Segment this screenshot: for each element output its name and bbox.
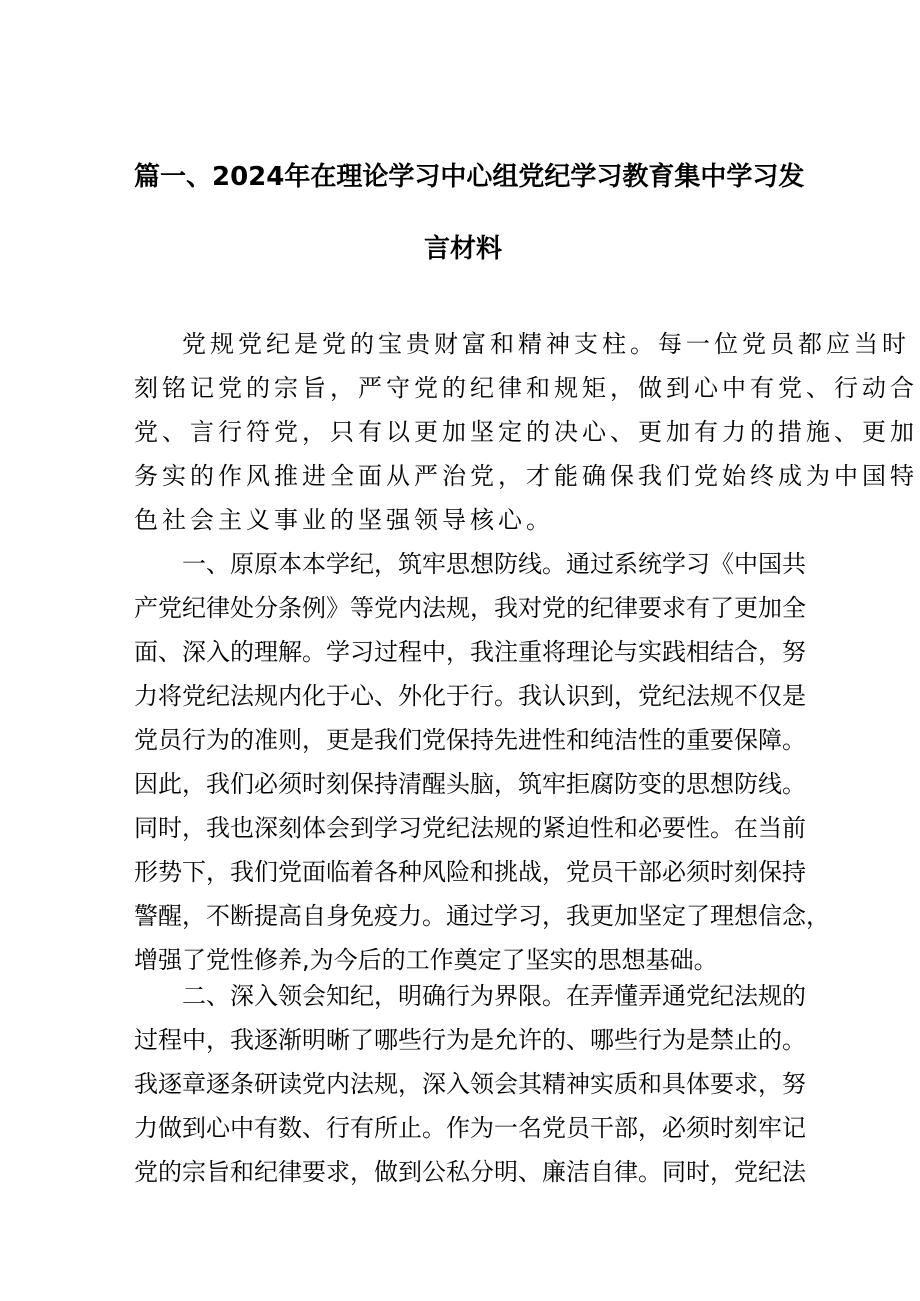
paragraph-line: 因此，我们必须时刻保持清醒头脑，筑牢拒腐防变的思想防线。 xyxy=(134,770,806,798)
paragraph-line: 党员行为的准则，更是我们党保持先进性和纯洁性的重要保障。 xyxy=(134,726,806,754)
paragraph-line: 力将党纪法规内化于心、外化于行。我认识到，党纪法规不仅是 xyxy=(134,682,806,710)
paragraph-line: 过程中，我逐渐明晰了哪些行为是允许的、哪些行为是禁止的。 xyxy=(134,1026,806,1054)
paragraph-line: 形势下，我们党面临着各种风险和挑战，党员干部必须时刻保持 xyxy=(134,858,806,886)
paragraph-line: 产党纪律处分条例》等党内法规，我对党的纪律要求有了更加全 xyxy=(134,594,806,622)
paragraph-line: 同时，我也深刻体会到学习党纪法规的紧迫性和必要性。在当前 xyxy=(134,814,806,842)
intro-paragraph xyxy=(134,322,918,542)
paragraph-line: 一、原原本本学纪，筑牢思想防线。通过系统学习《中国共 xyxy=(182,550,806,578)
paragraph-line: 色社会主义事业的坚强领导核心。 xyxy=(134,506,554,534)
paragraph-line: 我逐章逐条研读党内法规，深入领会其精神实质和具体要求，努 xyxy=(134,1070,806,1098)
paragraph-line: 增强了党性修养,为今后的工作奠定了坚实的思想基础。 xyxy=(134,946,718,974)
section-1-paragraph xyxy=(134,542,830,982)
paragraph-line: 党的宗旨和纪律要求，做到公私分明、廉洁自律。同时，党纪法 xyxy=(134,1158,806,1186)
paragraph-line: 党规党纪是党的宝贵财富和精神支柱。每一位党员都应当时 xyxy=(182,330,910,358)
document-title-line-1: 篇一、2024年在理论学习中心组党纪学习教育集中学习发 xyxy=(134,162,805,192)
paragraph-line: 力做到心中有数、行有所止。作为一名党员干部，必须时刻牢记 xyxy=(134,1114,806,1142)
paragraph-line: 警醒，不断提高自身免疫力。通过学习，我更加坚定了理想信念， xyxy=(134,902,830,930)
paragraph-line: 刻铭记党的宗旨，严守党的纪律和规矩，做到心中有党、行动合 xyxy=(134,374,918,402)
paragraph-line: 党、言行符党，只有以更加坚定的决心、更加有力的措施、更加 xyxy=(134,418,918,446)
paragraph-line: 二、深入领会知纪，明确行为界限。在弄懂弄通党纪法规的 xyxy=(182,982,806,1010)
paragraph-line: 面、深入的理解。学习过程中，我注重将理论与实践相结合，努 xyxy=(134,638,806,666)
document-title-line-2: 言材料 xyxy=(424,234,503,264)
paragraph-line: 务实的作风推进全面从严治党，才能确保我们党始终成为中国特 xyxy=(134,462,918,490)
section-2-paragraph xyxy=(134,974,806,1194)
